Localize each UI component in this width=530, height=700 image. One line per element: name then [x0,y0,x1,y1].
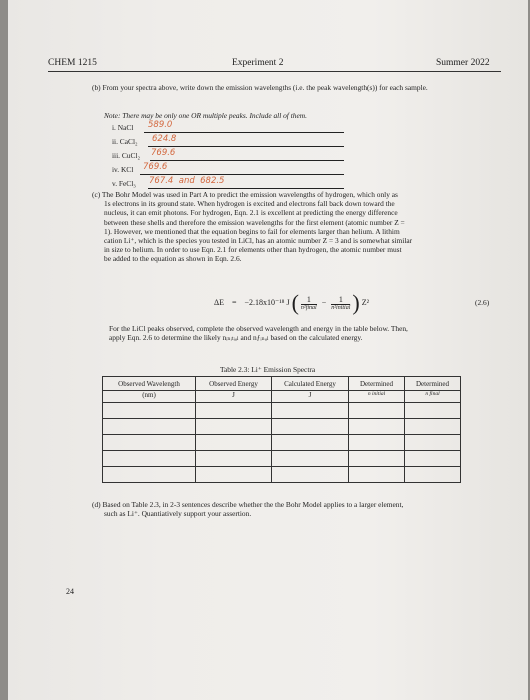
eq-z-squared: Z² [361,297,370,307]
answer-line [148,188,344,189]
table-cell[interactable] [103,467,196,483]
table-cell[interactable] [405,451,461,467]
eq-frac-final [301,295,317,311]
eq-right-paren: ) [352,290,360,315]
text-line: 1). However, we mentioned that the equation begins to fail for elements larger than helium. A lithim [104,226,400,236]
table-row [103,451,461,467]
header-cell: Observed Energy [196,377,272,391]
text-line: (d) Based on Table 2.3, in 2-3 sentences describe whether the the Bohr Model applies to a larger element, [92,500,404,509]
text-line: (c) The Bohr Model was used in Part A to predict the emission wavelengths of hydrogen, which only as [92,190,398,199]
eq-frac-initial [331,295,350,311]
table-cell[interactable] [272,451,349,467]
answer-label-kcl: iv. KCl [112,165,134,174]
table-cell[interactable] [405,467,461,483]
table-cell[interactable] [349,451,405,467]
table-cell[interactable] [349,403,405,419]
table-cell[interactable] [349,419,405,435]
answer-cacl2: 624.8 [152,134,177,144]
table-cell[interactable] [405,403,461,419]
table-row [103,419,461,435]
eq-num: 1 [338,295,343,304]
table-cell[interactable] [196,435,272,451]
experiment-title: Experiment 2 [232,58,284,68]
table-cell[interactable] [103,403,196,419]
eq-left-paren: ( [291,290,299,315]
answer-fecl3: 767.4 and 682.5 [149,176,225,186]
part-b-prompt: (b) From your spectra above, write down the emission wavelengths (i.e. the peak wavelength(s)) for each sample. [92,83,428,92]
table-cell[interactable] [272,435,349,451]
answer-line [144,132,344,133]
part-c-text [92,190,412,264]
text-line: apply Eqn. 2.6 to determine the likely nᵢₙᵢₜᵢₐₗ and nƒᵢₙₐₗ based on the calculated energy. [109,333,363,343]
table-cell[interactable] [272,467,349,483]
table-row [103,435,461,451]
eq-coefficient: −2.18x10⁻¹⁸ J [244,297,290,307]
table-cell[interactable] [103,435,196,451]
eq-num: 1 [306,295,311,304]
page-number: 24 [66,587,74,596]
table-cell[interactable] [196,451,272,467]
table-cell[interactable] [272,403,349,419]
part-d-text [92,500,403,518]
answer-line [140,174,344,175]
table-caption: Table 2.3: Li⁺ Emission Spectra [220,365,316,374]
eq-lhs: ΔE [214,297,225,307]
equation-2-6: ΔE = −2.18x10⁻¹⁸ J ( $\frac{1}{\text{n²final}}$ − $\frac{1}{\text{n²initial}}$ ) Z² [214,290,370,315]
part-c-instructions [109,324,408,342]
emission-spectra-table [102,376,461,483]
table-cell[interactable] [349,435,405,451]
answer-nacl: 589.0 [148,120,173,130]
unit-cell: J [196,391,272,403]
unit-cell: n initial [349,391,405,403]
term: Summer 2022 [436,58,490,68]
answer-cucl2: 769.6 [151,148,176,158]
table-cell[interactable] [196,419,272,435]
table-cell[interactable] [196,467,272,483]
table-cell[interactable] [405,419,461,435]
answer-label-cucl2: iii. CuCl₂ [112,151,141,160]
document-page [8,0,528,700]
answer-label-fecl3: v. FeCl₃ [112,179,136,188]
text-line: between these shells and therefore the emission wavelengths for the first element (atomic number Z = [104,217,405,227]
answer-kcl: 769.6 [143,162,168,172]
unit-cell: n final [405,391,461,403]
table-cell[interactable] [349,467,405,483]
text-line: cation Li⁺, which is the species you tested in LiCl, has an atomic number Z = 3 and is somewhat similar [104,236,413,246]
table-cell[interactable] [103,451,196,467]
table-cell[interactable] [405,435,461,451]
unit-cell: (nm) [103,391,196,403]
eq-equals: = [232,297,237,307]
text-line: 1s electrons in its ground state. When hydrogen is excited and electrons fall back down toward the [104,199,395,209]
table-cell[interactable] [103,419,196,435]
unit-cell: J [272,391,349,403]
answer-line [148,146,344,147]
text-line: such as Li⁺. Quantiatively support your assertion. [104,509,252,519]
part-b-note: Note: There may be only one OR multiple peaks. Include all of them. [104,111,307,120]
text-line: nucleus, it can emit photons. For hydrogen, Eqn. 2.1 is excellent at predicting the energy difference [104,208,398,218]
text-line: For the LiCl peaks observed, complete the observed wavelength and energy in the table below. Then, [109,324,408,333]
answer-label-cacl2: ii. CaCl₂ [112,137,138,146]
table-cell[interactable] [196,403,272,419]
header-cell: Observed Wavelength [103,377,196,391]
eq-den-initial: n²initial [331,305,351,311]
answer-label-nacl: i. NaCl [112,123,134,132]
table-cell[interactable] [272,419,349,435]
text-line: in size to helium. In order to use Eqn. 2.1 for elements other than hydrogen, the atomic number must [104,245,402,255]
header-rule [48,71,501,72]
course-name: CHEM 1215 [48,58,97,68]
table-row [103,403,461,419]
text-line: be added to the equation as shown in Eqn. 2.6. [104,254,242,264]
header-cell: Determined [349,377,405,391]
table-row [103,467,461,483]
header-cell: Determined [405,377,461,391]
header-cell: Calculated Energy [272,377,349,391]
answer-line [150,160,344,161]
eq-den-final: n²final [300,305,317,311]
equation-number: (2.6) [475,298,490,307]
